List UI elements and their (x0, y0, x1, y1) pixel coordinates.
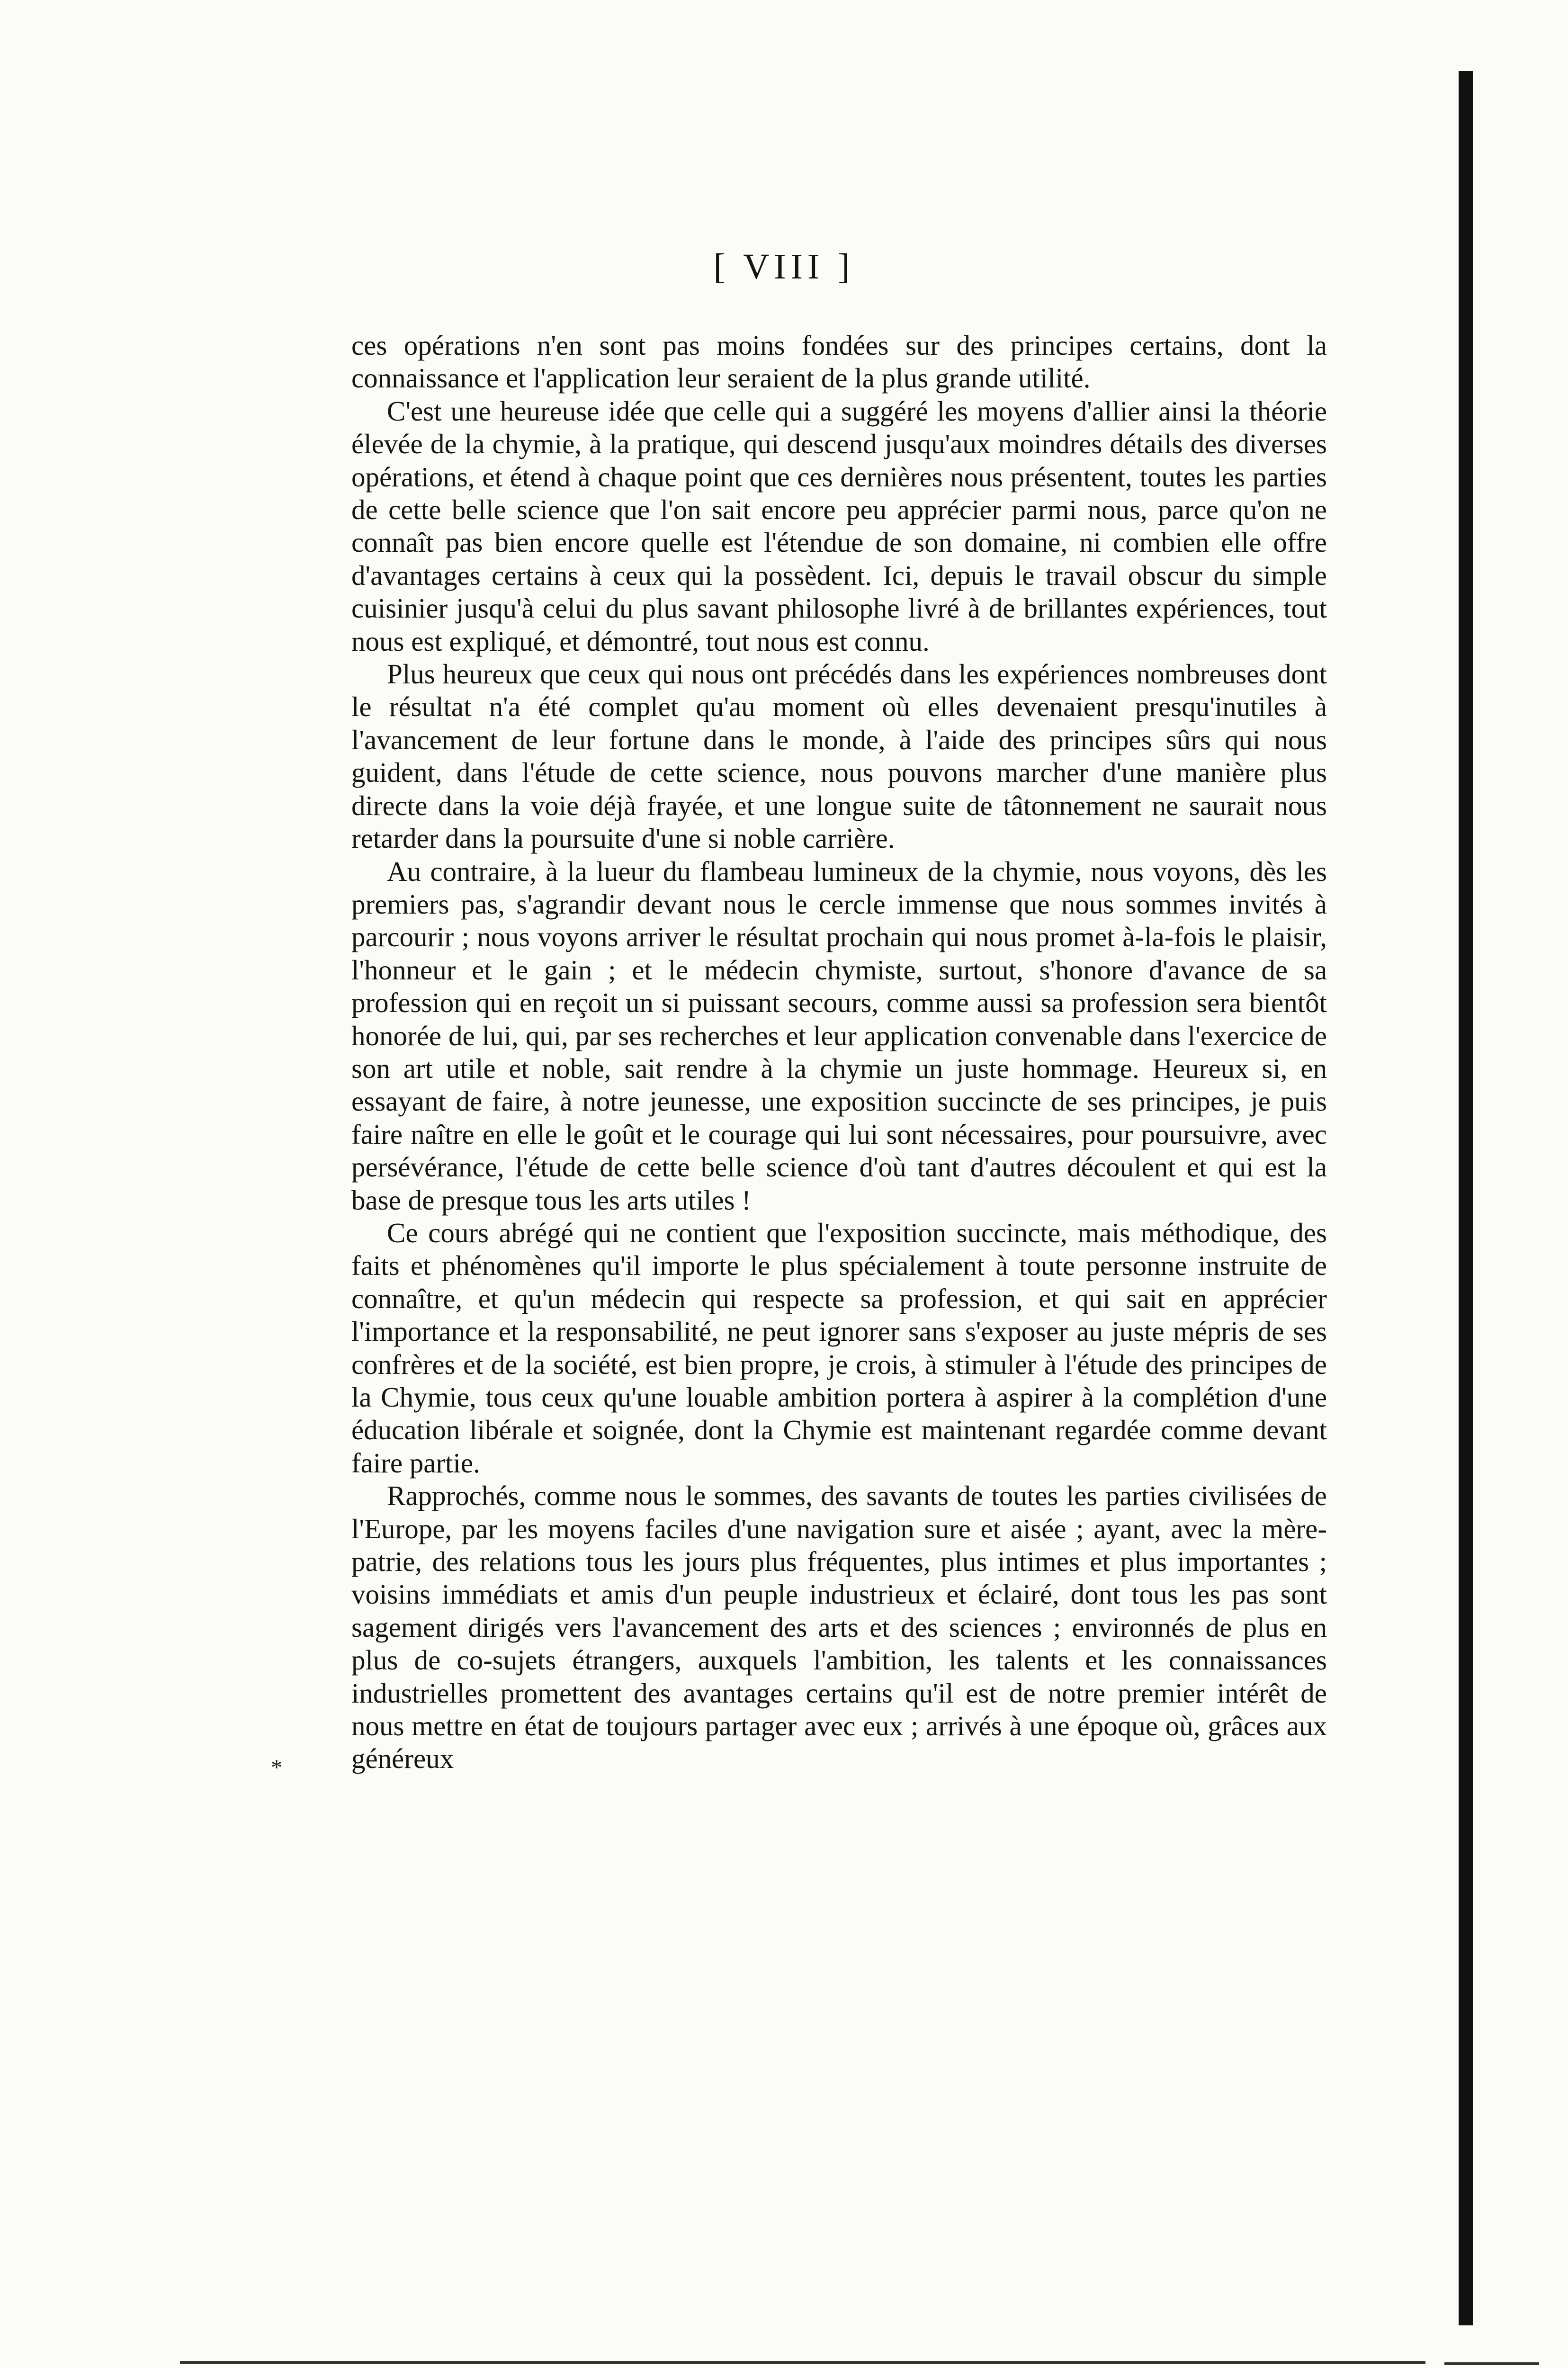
paragraph-3: Plus heureux que ceux qui nous ont précédés dans les expériences nombreuses dont le résultat n'a été complet qu'au moment où elles devenaient presqu'inutiles à l'avancement de leur fortune dans le monde, à l'aide des principes sûrs qui nous guident, dans l'étude de cette science, nous pouvons marcher d'une manière plus directe dans la voie déjà frayée, et une longue suite de tâtonnement ne saurait nous retarder dans la poursuite d'une si noble carrière. (351, 658, 1327, 854)
bottom-rule (180, 2361, 1425, 2364)
paragraph-1: ces opérations n'en sont pas moins fondées sur des principes certains, dont la connaissance et l'application leur seraient de la plus grande utilité. (351, 330, 1327, 394)
body-text (351, 329, 1327, 1776)
paragraph-5: Ce cours abrégé qui ne contient que l'exposition succincte, mais méthodique, des faits et phénomènes qu'il importe le plus spécialement à toute personne instruite de connaître, et qu'un médecin qui respecte sa profession, et qui sait en apprécier l'importance et la responsabilité, ne peut ignorer sans s'exposer au juste mépris de ses confrères et de la société, est bien propre, je crois, à stimuler à l'étude des principes de la Chymie, tous ceux qu'une louable ambition portera à aspirer à la complétion d'une éducation libérale et soignée, dont la Chymie est maintenant regardée comme devant faire partie. (351, 1217, 1327, 1479)
paragraph-6: Rapprochés, comme nous le sommes, des savants de toutes les parties civilisées de l'Europe, par les moyens faciles d'une navigation sure et aisée ; ayant, avec la mère-patrie, des relations tous les jours plus fréquentes, plus intimes et plus importantes ; voisins immédiats et amis d'un peuple industrieux et éclairé, dont tous les pas sont sagement dirigés vers l'avancement des arts et des sciences ; environnés de plus en plus de co-sujets étrangers, auxquels l'ambition, les talents et les connaissances industrielles promettent des avantages certains qu'il est de notre premier intérêt de nous mettre en état de toujours partager avec eux ; arrivés à une époque où, grâces aux généreux (351, 1480, 1327, 1775)
paragraph-2: C'est une heureuse idée que celle qui a suggéré les moyens d'allier ainsi la théorie élevée de la chymie, à la pratique, qui descend jusqu'aux moindres détails des diverses opérations, et étend à chaque point que ces dernières nous présentent, toutes les parties de cette belle science que l'on sait encore peu apprécier parmi nous, parce qu'on ne connaît pas bien encore quelle est l'étendue de son domaine, ni combien elle offre d'avantages certains à ceux qui la possèdent. Ici, depuis le travail obscur du simple cuisinier jusqu'à celui du plus savant philosophe livré à de brillantes expériences, tout nous est expliqué, et démontré, tout nous est connu. (351, 395, 1327, 657)
page-binding-edge (1459, 71, 1473, 2325)
margin-mark: * (271, 1755, 282, 1780)
bottom-rule-right (1444, 2362, 1539, 2365)
page-number-header: [ VIII ] (713, 247, 855, 287)
paragraph-4: Au contraire, à la lueur du flambeau lumineux de la chymie, nous voyons, dès les premiers pas, s'agrandir devant nous le cercle immense que nous sommes invités à parcourir ; nous voyons arriver le résultat prochain qui nous promet à-la-fois le plaisir, l'honneur et le gain ; et le médecin chymiste, surtout, s'honore d'avance de sa profession qui en reçoit un si puissant secours, comme aussi sa profession sera bientôt honorée de lui, qui, par ses recherches et leur application convenable dans l'exercice de son art utile et noble, sait rendre à la chymie un juste hommage. Heureux si, en essayant de faire, à notre jeunesse, une exposition succincte de ses principes, je puis faire naître en elle le goût et le courage qui lui sont nécessaires, pour poursuivre, avec persévérance, l'étude de cette belle science d'où tant d'autres découlent et qui est la base de presque tous les arts utiles ! (351, 855, 1327, 1216)
